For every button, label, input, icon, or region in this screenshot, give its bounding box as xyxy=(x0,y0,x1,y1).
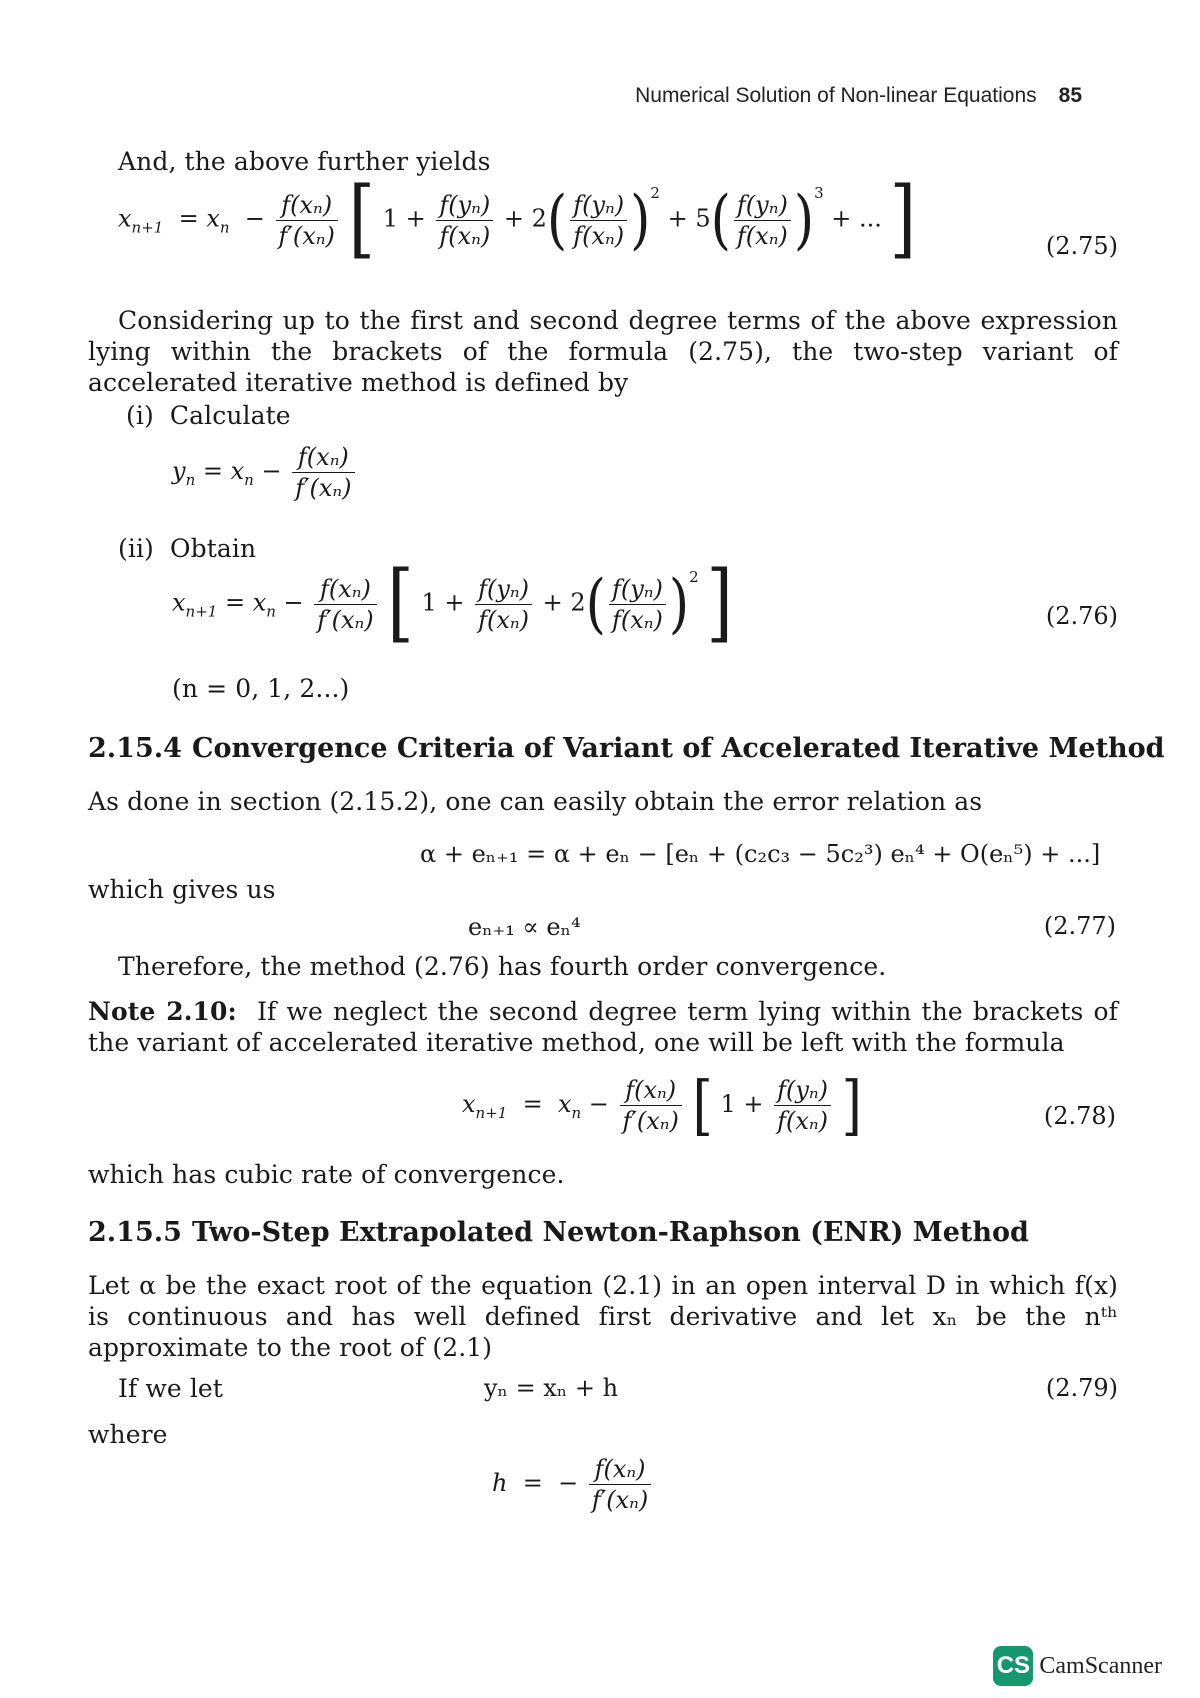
camscanner-logo-icon: CS xyxy=(993,1646,1033,1686)
equation-number-2-76: (2.76) xyxy=(1045,602,1118,630)
step-ii: (ii) Obtain xyxy=(118,534,257,563)
camscanner-text: CamScanner xyxy=(1039,1652,1162,1679)
paragraph-enr-intro: Let α be the exact root of the equation (2.1) in an open interval D in which f(x) is continuous and has well defined first derivative and let xₙ be the nᵗʰ approximate to the root of (2.1) xyxy=(88,1271,1118,1362)
equation-2-75: $x_{n+1} = x_n$ − $\frac{\text{f(xₙ)}}{\text{f′(xₙ)}}$ [ 1 + $\frac{\text{f(yₙ)}}{\text{f(xₙ)}}$ + 2( $\frac{\text{f(yₙ)}}{\text{f(xₙ)}}$ )$^2$ + 5( $\frac{\text{f(yₙ)}}{\text{f(xₙ)}}$ )$^3$ + ... ] xyxy=(118,170,917,269)
equation-2-77: eₙ₊₁ ∝ eₙ⁴ xyxy=(468,913,581,941)
paragraph-fourth-order: Therefore, the method (2.76) has fourth order convergence. xyxy=(118,952,887,981)
running-header xyxy=(635,84,1082,108)
equation-2-76: $x_{n+1} = x_n$ − $\frac{\text{f(xₙ)}}{\text{f′(xₙ)}}$ [ 1 + $\frac{\text{f(yₙ)}}{\text{f(xₙ)}}$ + 2( $\frac{\text{f(yₙ)}}{\text{f(xₙ)}}$ )$^2$ ] xyxy=(172,554,733,653)
paragraph-cubic: which has cubic rate of convergence. xyxy=(88,1160,565,1189)
page-number: 85 xyxy=(1058,84,1082,107)
paragraph-which-gives: which gives us xyxy=(88,875,276,904)
section-heading-2-15-5: 2.15.5 Two-Step Extrapolated Newton-Raphson (ENR) Method xyxy=(88,1217,1029,1248)
n-range: (n = 0, 1, 2...) xyxy=(172,674,350,703)
equation-number-2-75: (2.75) xyxy=(1045,232,1118,260)
paragraph-variant-definition: Considering up to the first and second degree terms of the above expression lying within the brackets of the formula (2.75), the two-step variant of accelerated iterative method is defined by xyxy=(88,306,1118,397)
running-title: Numerical Solution of Non-linear Equations xyxy=(635,84,1037,107)
paragraph-error-relation: As done in section (2.15.2), one can easily obtain the error relation as xyxy=(88,787,983,816)
equation-error-relation: α + eₙ₊₁ = α + eₙ − [eₙ + (c₂c₃ − 5c₂³) eₙ⁴ + O(eₙ⁵) + ...] xyxy=(420,840,1101,868)
equation-yn: $y_n = x_n$ − $\frac{\text{f(xₙ)}}{\text{f′(xₙ)}}$ xyxy=(172,442,358,503)
step-i: (i) Calculate xyxy=(126,401,291,430)
note-label: Note 2.10: xyxy=(88,997,237,1026)
fraction-fxn-over-fpxn: $\frac{\text{f(xₙ)}}{\text{f′(xₙ)}}$ xyxy=(276,190,338,251)
paragraph-where: where xyxy=(88,1420,168,1449)
note-text: If we neglect the second degree term lying within the brackets of the variant of accelerated iterative method, one will be left with the formula xyxy=(88,997,1118,1057)
equation-2-79: yₙ = xₙ + h xyxy=(484,1374,619,1402)
section-heading-2-15-4: 2.15.4 Convergence Criteria of Variant of Accelerated Iterative Method xyxy=(88,733,1165,764)
equation-2-78: $x_{n+1} = x_n$ − $\frac{\text{f(xₙ)}}{\text{f′(xₙ)}}$ [ 1 + $\frac{\text{f(yₙ)}}{\text{f(xₙ)}}$ ] xyxy=(462,1068,862,1143)
paragraph-intro: And, the above further yields xyxy=(118,147,491,176)
note-2-10 xyxy=(88,996,1118,1058)
equation-number-2-79: (2.79) xyxy=(1045,1374,1118,1402)
equation-number-2-78: (2.78) xyxy=(1043,1102,1116,1130)
equation-number-2-77: (2.77) xyxy=(1043,912,1116,940)
equation-h: h = − $\frac{\text{f(xₙ)}}{\text{f′(xₙ)}}$ xyxy=(492,1454,654,1515)
camscanner-watermark xyxy=(993,1646,1162,1686)
paragraph-if-we-let: If we let xyxy=(118,1374,223,1403)
